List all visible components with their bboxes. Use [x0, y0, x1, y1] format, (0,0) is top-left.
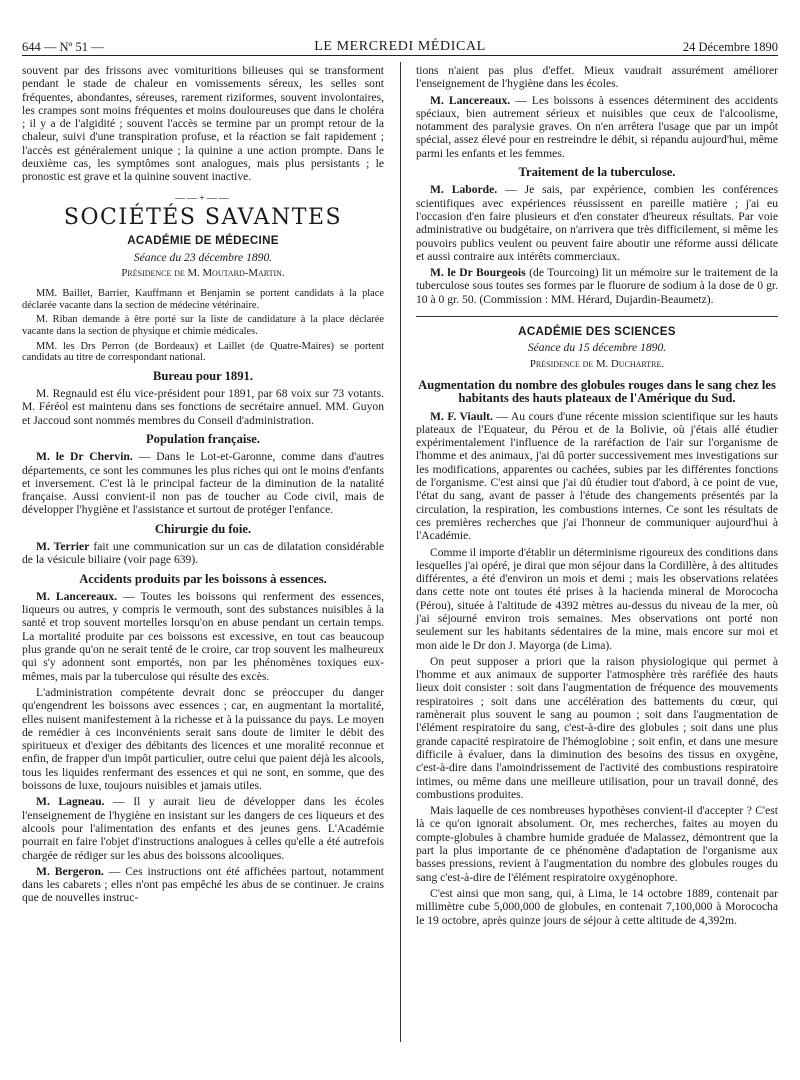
paragraph-text: — Toutes les boissons qui renferment des essences, liqueurs ou autres, y compris le vermouth, sont des substances nuisibles à la santé et trop souvent mortelles lorsqu'on en abuse pendant un certain temps. La mortalité produite par ces boissons est excessive, en tout cas beaucoup plus grande qu'on ne serait tenté de le croire, car trop souvent les malheureux qui s'y adonnent sont emportés, non par les phénomènes toxiques eux-mêmes, mais par la tuberculose qui résulte des excès.: [22, 589, 384, 683]
bourgeois-paragraph: [416, 266, 778, 306]
page-header: [22, 38, 778, 56]
paragraph-text: — Dans le Lot-et-Garonne, comme dans d'autres départements, ce sont les communes les plus riches qui ont le moins d'enfants et inversement. C'est là le principal facteur de la diminution de la natalité française. Aussi convient-il non pas de toucher au Code civil, mais de développer l'hygiène et l'assistance et surtout de protéger l'enfance.: [22, 450, 384, 517]
body-paragraph: C'est ainsi que mon sang, qui, à Lima, le 14 octobre 1889, contenait par millimètre cube 5,000,000 de globules, en contenait 7,100,000 à Morococha le 19 octobre, après quinze jours de séjour à cette altitude de 4,392m.: [416, 886, 778, 927]
speaker-name: M. Lancereaux.: [36, 589, 118, 603]
bureau-paragraph: M. Regnauld est élu vice-président pour 1891, par 68 voix sur 73 votants. M. Féréol est maintenu dans ses fonctions de secrétaire annuel. MM. Guyon et Jaccoud sont nommés membres du Conseil d'administration.: [22, 387, 384, 427]
body-paragraph: Comme il importe d'établir un déterminisme rigoureux des conditions dans lesquelles j'ai opéré, je dirai que mon séjour dans la Cordillère, à des altitudes différentes, a été d'environ un mois et demi ; mais les observations relatées dans cette note ont toutes été prises à la hacienda mineral de Morococha (Pérou), située à l'altitude de 4392 mètres au-dessus du niveau de la mer, où j'ai séjourné environ trois semaines. Mes observations ont porté non seulement sur les habitants sédentaires de la mine, mais encore sur moi et mon aide le Dr don J. Mayorga (de Lima).: [416, 545, 778, 652]
subheading-tuberculose: Traitement de la tuberculose.: [518, 165, 676, 180]
speaker-name: M. le Dr Bourgeois: [430, 266, 526, 280]
left-column: [22, 64, 384, 908]
academy-heading: ACADÉMIE DES SCIENCES: [518, 325, 676, 339]
issue-date: 24 Décembre 1890: [682, 40, 778, 54]
paragraph-text: — Au cours d'une récente mission scientifique sur les hauts plateaux de l'Equateur, du Pérou et de la Bolivie, où j'étais allé étudier expérimentalement l'influence de la raréfaction de l'air sur l'organisme de l'homme et des animaux, j'ai dû porter successivement mes investigations sur les modifications, apparentes ou cachées, subies par les différentes fonctions de l'organisme. C'est ainsi que j'ai dû étudier tout d'abord, à ce point de vue, l'état du sang, avant de passer à l'étude des changements présentés par la circulation, la respiration, les combustions internes. Ce sont les résultats de ces premières recherches que j'ai l'honneur de communiquer aujourd'hui à l'Académie.: [416, 409, 778, 543]
bergeron-paragraph: [22, 865, 384, 905]
candidacy-paragraph: MM. les Drs Perron (de Bordeaux) et Laillet (de Quatre-Maires) se portent candidats au titre de correspondant national.: [22, 340, 384, 364]
presidency-line: Présidence de M. Moutard-Martin.: [121, 266, 285, 279]
administration-paragraph: L'administration compétente devrait donc se préoccuper du danger qu'engendrent les boissons avec essences ; car, en augmentant la mortalité, elles nuisent manifestement à la richesse et à la puissance du pays. Le moyen de remédier à ces inconvénients serait sans doute de limiter le débit des spiritueux et d'exiger des débitants des licences et une moralité reconnue et enfin, de frapper d'un impôt particulier, outre celui que paient déjà les alcools, tous les liquides renfermant des essences et qui ne sont, en somme, que des boissons de luxe, toujours nuisibles et jamais utiles.: [22, 685, 384, 793]
paragraph-text: — Les boissons à essences déterminent des accidents spéciaux, bien autrement sérieux et nuisibles que ceux de l'alcoolisme, notamment des paralysie graves. On n'en arrêtera l'usage que par un impôt spécial, assez élevé pour en restreindre le débit, si répandu aujourd'hui, même parmi les enfants et les femmes.: [416, 93, 778, 160]
subheading-population: Population française.: [145, 431, 261, 446]
chervin-paragraph: [22, 450, 384, 516]
section-divider: [416, 316, 778, 317]
speaker-name: M. F. Viault.: [430, 409, 493, 423]
session-date: Séance du 23 décembre 1890.: [133, 250, 273, 264]
terrier-paragraph: [22, 540, 384, 567]
continuation-paragraph: tions n'aient pas plus d'effet. Mieux vaudrait assurément améliorer l'enseignement de l'hygiène dans les écoles.: [416, 64, 778, 91]
lancereaux-paragraph: [416, 94, 778, 160]
subheading-chirurgie: Chirurgie du foie.: [154, 521, 252, 536]
speaker-name: M. Laborde.: [430, 183, 498, 197]
subheading-bureau: Bureau pour 1891.: [153, 368, 253, 383]
page-number: 644 — Nº 51 —: [22, 40, 104, 54]
paragraph-text: — Je sais, par expérience, combien les conférences scientifiques avec expériences réussissent en pareille matière ; j'ai eu l'occasion d'en faire plusieurs et d'en constater d'heureux résultats. Par voie administrative ou budgétaire, on n'arrivera que très difficilement, si même les pouvoirs publics veulent ou peuvent faire aboutir une réforme aussi délicate et aussi contraire aux intérêts commerciaux.: [416, 183, 778, 263]
speaker-name: M. Bergeron.: [36, 864, 104, 878]
journal-title: LE MERCREDI MÉDICAL: [314, 39, 486, 54]
right-column: [416, 64, 778, 930]
speaker-name: M. le Dr Chervin.: [36, 450, 133, 464]
viault-paragraph: [416, 410, 778, 543]
body-paragraph: Mais laquelle de ces nombreuses hypothèses convient-il d'accepter ? C'est là ce qu'on ignorait absolument. Or, mes recherches, faites au moyen du compte-globules à chambre humide graduée de Malassez, démontrent que la part la plus importante de ce phénomène d'adaptation de l'organisme aux basses pressions, revient à l'augmentation du nombre des globules rouges du sang c'est-à-dire de l'élément respiratoire oxygénophore.: [416, 804, 778, 884]
candidacy-paragraph: M. Riban demande à être porté sur la liste de candidature à la place déclarée vacante dans la section de physique et chimie médicales.: [22, 314, 384, 337]
paragraph-text: (de Tourcoing) lit un mémoire sur le traitement de la tuberculose sous toutes ses formes par le fluorure de sodium à la dose de 0 gr. 10 à 0 gr. 50. (Commission : MM. Hérard, Dujardin-Beaumetz).: [416, 266, 779, 306]
section-title: SOCIÉTÉS SAVANTES: [63, 204, 343, 230]
intro-paragraph: souvent par des frissons avec vomituritions bilieuses qui se transforment pendant le stade de chaleur en vomissements séreux, les selles sont fréquentes, abondantes, séreuses, rarement riziformes, souvent involontaires, les crampes sont moins fréquentes et moins douloureuses que dans le choléra ; il y a de l'algidité ; souvent l'accès se termine par un prompt retour de la chaleur, suivi d'une transpiration profuse, et la réaction se fait rapidement ; l'accès est généralement unique ; la quinine a une action prompte. Dans le deuxième cas, les symptômes sont analogues, mais plus persistants ; le pronostic est grave et la quinine souvent inactive.: [22, 64, 384, 184]
lancereaux-paragraph: [22, 590, 384, 683]
laborde-paragraph: [416, 183, 778, 263]
academy-heading: ACADÉMIE DE MÉDECINE: [127, 234, 279, 248]
paragraph-text: — Ces instructions ont été affichées partout, notamment dans les cabarets ; elles n'ont pas empêché les abus de se continuer. Je crains que de nouvelles instruc-: [22, 864, 384, 905]
subheading-accidents: Accidents produits par les boissons à essences.: [79, 571, 327, 586]
subheading-globules: Augmentation du nombre des globules rouges dans le sang chez les habitants des hauts plateaux de l'Amérique du Sud.: [418, 377, 776, 406]
session-date: Séance du 15 décembre 1890.: [527, 341, 667, 355]
speaker-name: M. Lancereaux.: [430, 93, 511, 107]
speaker-name: M. Lagneau.: [36, 795, 105, 809]
ornament-divider: ——+——: [175, 192, 231, 204]
paragraph-text: fait une communication sur un cas de dilatation considérable de la vésicule biliaire (voir page 639).: [22, 539, 384, 567]
body-paragraph: On peut supposer a priori que la raison physiologique qui permet à l'homme et aux animaux de supporter l'atmosphère très raréfiée des hauts lieux doit consister : soit dans l'augmentation de fréquence des mouvements respiratoires ; soit dans une accélération des battements du cœur, qui ramènerait plus souvent le sang au poumon ; soit dans l'augmentation de l'élément respiratoire du sang, c'est-à-dire des globules ; soit dans une plus grande capacité respiratoire de l'hémoglobine ; soit enfin, et dans une mesure difficile à évaluer, dans la diminution des besoins des tissus en oxygène, c'est-à-dire dans l'amoindrissement de l'activité des combustions respiratoire intimes, ou même dans une meilleure utilisation, pour un travail donné, des combustions produites.: [416, 654, 778, 801]
speaker-name: M. Terrier: [36, 539, 90, 553]
candidacy-paragraph: MM. Baillet, Barrier, Kauffmann et Benjamin se portent candidats à la place déclarée vacante dans la section de médecine vétérinaire.: [22, 288, 384, 311]
lagneau-paragraph: [22, 795, 384, 861]
paragraph-text: — Il y aurait lieu de développer dans les écoles l'enseignement de l'hygiène en insistant sur les dangers de ces liqueurs et des alcools pour l'alimentation des enfants et des jeunes gens. L'Académie pourrait en faire l'objet d'instructions analogues à celles qu'elle a été autrefois chargée de rédiger sur les abus des boissons alcooliques.: [22, 795, 384, 862]
column-divider: [400, 62, 401, 1042]
presidency-line: Présidence de M. Duchartre.: [529, 357, 665, 370]
